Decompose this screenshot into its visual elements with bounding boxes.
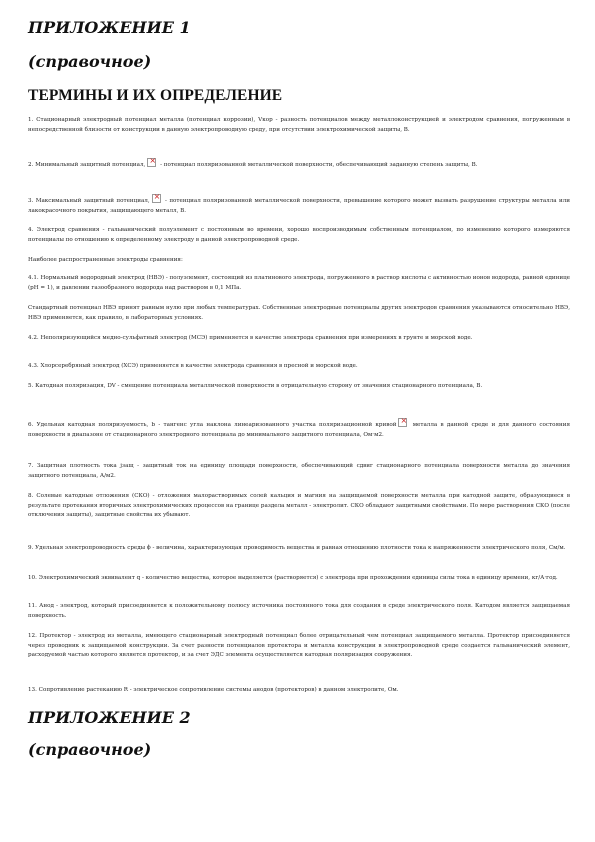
term-item-1: 1. Стационарный электродный потенциал металла (потенциал коррозии), Vкор - разность потенциалов между металлоконструкцией и электродом сравнения, погруженным в непосредственной близости от конструкции в данную электропроводную среду, при отсутствии электрохимической защиты, В. (28, 117, 570, 133)
broken-image-icon (152, 194, 161, 203)
term-item-3 (28, 194, 570, 216)
term-item-4-2: 4.2. Неполяризующийся медно-сульфатный электрод (МСЭ) применяется в качестве электрода сравнения при измерениях в грунте и морской воде. (28, 335, 473, 341)
broken-image-icon (147, 158, 156, 167)
term-item-3-end: - потенциал поляризованной металлической поверхности, превышение которого может вызвать разрушение структуры металла или лакокрасочного покрытия, защищающего металл, В. (28, 198, 571, 214)
term-item-2-end: - потенциал поляризованной металлической поверхности, обеспечивающий заданную степень защиты, В. (158, 162, 478, 168)
electrodes-intro: Наиболее распространенные электроды сравнения: (28, 257, 183, 263)
term-item-7: 7. Защитная плотность тока jзащ - защитный ток на единицу площади поверхности, обеспечивающий сдвиг стационарного потенциала поверхности металла до значения защитного потенциала, А/м2. (28, 463, 570, 479)
broken-image-icon (398, 418, 407, 427)
term-item-12: 12. Протектор - электрод из металла, имеющего стационарный электродный потенциал более отрицательный чем потенциал защищаемого металла. Протектор присоединяется через проводник к защищаемой конструкции. За счет разности потенциалов протектора и металла конструкции в электропроводной среде создается гальванический элемент, расходуемой частью которого является протектор, и за счет ЭДС элемента осуществляется катодная поляризация сооружения. (28, 633, 570, 659)
term-item-6-start: 6. Удельная катодная поляризуемость, b - тангенс угла наклона линеаризованного участка поляризационной кривой (28, 422, 397, 428)
terms-heading: ТЕРМИНЫ И ИХ ОПРЕДЕЛЕНИЕ (28, 87, 283, 104)
term-item-2-start: 2. Минимальный защитный потенциал, (28, 162, 146, 168)
term-item-6 (28, 418, 570, 440)
term-item-8: 8. Солевые катодные отложения (СКО) - отложения малорастворимых солей кальция и магния на защищаемой поверхности металла при катодной защите, образующиеся в результате протекания вторичных электрохимических процессов на границе раздела металл - электролит. СКО обладают защитными свойствами. По мере растворения СКО (после отключения защиты), защитные свойства их убывают. (28, 493, 570, 519)
term-item-13: 13. Сопротивление растеканию R - электрическое сопротивление системы анодов (протекторов) в данном электролите, Ом. (28, 687, 399, 693)
appendix-1-subtitle: (справочное) (28, 52, 152, 71)
term-item-2 (28, 158, 570, 171)
term-item-11: 11. Анод - электрод, который присоединяется к положительному полюсу источника постоянного тока для создания в среде электрического поля. Катодом является защищаемая поверхность. (28, 603, 570, 619)
term-item-10: 10. Электрохимический эквивалент q - количество вещества, которое выделяется (растворяется) с электрода при прохождении единицы силы тока в единицу времени, кг/А·год. (28, 575, 558, 581)
term-item-3-start: 3. Максимальный защитный потенциал, (28, 198, 150, 204)
term-item-4-1: 4.1. Нормальный водородный электрод (НВЭ) - полуэлемент, состоящий из платинового электрода, погруженного в раствор кислоты с активностью ионов водорода, равной единице (рН = 1), и давлении газообразного водорода над раствором в 0,1 МПа. (28, 275, 570, 291)
term-item-6-end: металла в данной среде и для данного состояния поверхности в диапазоне от стационарного электродного потенциала до минимального защитного потенциала, Ом·м2. (28, 422, 570, 438)
appendix-2-subtitle: (справочное) (28, 740, 152, 759)
term-item-4-1-note: Стандартный потенциал НВЭ принят равным нулю при любых температурах. Собственные электродные потенциалы других электродов сравнения указываются относительно НВЭ, НВЭ применяется, как правило, в лабораторных условиях. (28, 305, 570, 321)
term-item-9: 9. Удельная электропроводность среды ϕ - величина, характеризующая проводимость вещества и равная отношению плотности тока к напряженности электрического поля, См/м. (28, 545, 566, 551)
term-item-4-3: 4.3. Хлорсеребряный электрод (ХСЭ) применяется в качестве электрода сравнения в пресной и морской воде. (28, 363, 358, 369)
appendix-1-title: ПРИЛОЖЕНИЕ 1 (28, 18, 191, 37)
term-item-4: 4. Электрод сравнения - гальванический полуэлемент с постоянным во времени, хорошо воспроизводимым собственным потенциалом, по изменению которого измеряются потенциалы по отношению к определенному электроду в данной электропроводной среде. (28, 227, 570, 243)
term-item-5: 5. Катодная поляризация, DV - смещение потенциала металлической поверхности в отрицательную сторону от значения стационарного потенциала, В. (28, 383, 483, 389)
appendix-2-title: ПРИЛОЖЕНИЕ 2 (28, 708, 191, 727)
